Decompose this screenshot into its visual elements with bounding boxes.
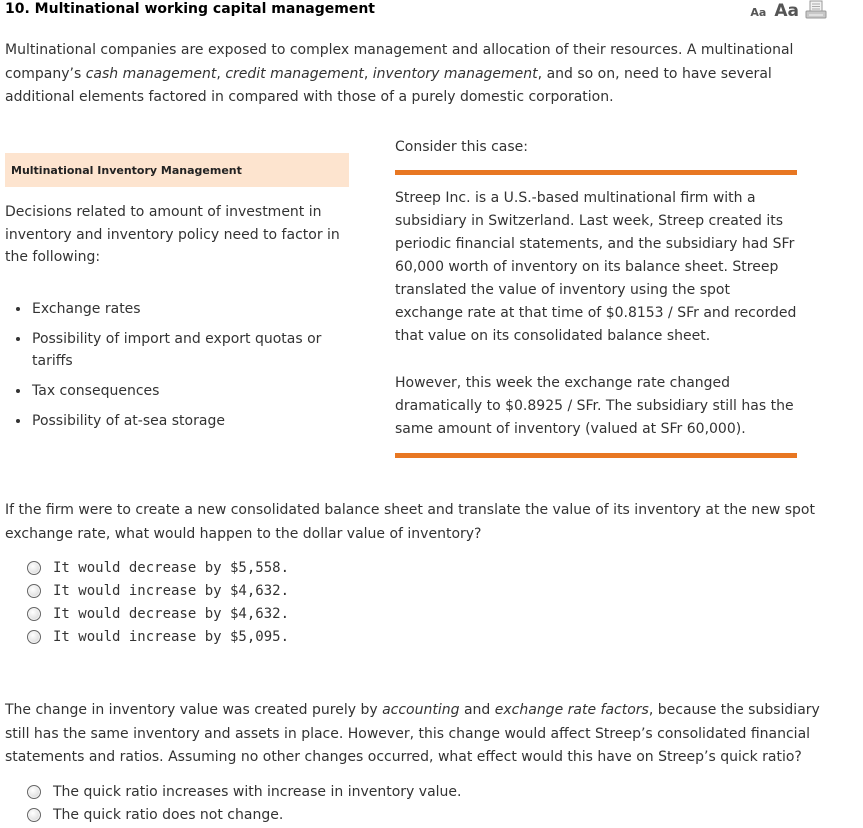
font-size-small-button[interactable]: Aa bbox=[750, 6, 767, 19]
answer-option[interactable]: It would decrease by $5,558. bbox=[27, 556, 289, 579]
question-title: 10. Multinational working capital management bbox=[5, 1, 375, 17]
answer-option[interactable]: The quick ratio increases with increase in inventory value. bbox=[27, 780, 461, 803]
question-2-options bbox=[27, 780, 461, 826]
list-item: Tax consequences bbox=[5, 380, 345, 402]
answer-option[interactable]: The quick ratio does not change. bbox=[27, 803, 461, 826]
case-heading: Consider this case: bbox=[395, 139, 528, 155]
case-paragraph: However, this week the exchange rate changed dramatically to $0.8925 / SFr. The subsidiary still has the same amount of inventory (valued at SFr 60,000). bbox=[395, 375, 794, 437]
list-item: Possibility of import and export quotas or tariffs bbox=[5, 328, 345, 372]
toolbar bbox=[750, 0, 799, 22]
answer-option[interactable]: It would increase by $5,095. bbox=[27, 625, 289, 648]
intro-paragraph: Multinational companies are exposed to complex management and allocation of their resources. A multinational company’s cash management, credit management, inventory management, and so on, need to have several additional elements factored in compared with those of a purely domestic corporation. bbox=[5, 42, 794, 105]
question-2-text: The change in inventory value was created purely by accounting and exchange rate factors, because the subsidiary still has the same inventory and assets in place. However, this change would affect Streep’s consolidated financial statements and ratios. Assuming no other changes occurred, what effect would this have on Streep’s quick ratio? bbox=[5, 702, 820, 765]
inventory-management-panel bbox=[5, 153, 349, 187]
radio-button[interactable] bbox=[27, 607, 41, 621]
radio-button[interactable] bbox=[27, 630, 41, 644]
printer-icon[interactable] bbox=[805, 0, 827, 24]
radio-button[interactable] bbox=[27, 561, 41, 575]
case-top-divider bbox=[395, 170, 797, 175]
case-paragraph: Streep Inc. is a U.S.-based multinational firm with a subsidiary in Switzerland. Last week, Streep created its periodic financial statements, and the subsidiary had SFr 60,000 worth of inventory on its balance sheet. Streep translated the value of inventory using the spot exchange rate at that time of $0.8153 / SFr and recorded that value on its consolidated balance sheet. bbox=[395, 190, 797, 344]
list-item: Exchange rates bbox=[5, 298, 345, 320]
radio-button[interactable] bbox=[27, 808, 41, 822]
font-size-large-button[interactable]: Aa bbox=[774, 1, 799, 21]
list-item: Possibility of at-sea storage bbox=[5, 410, 345, 432]
question-1-text: If the firm were to create a new consolidated balance sheet and translate the value of its inventory at the new spot exchange rate, what would happen to the dollar value of inventory? bbox=[5, 502, 815, 542]
section-description: Decisions related to amount of investment in inventory and inventory policy need to factor in the following: bbox=[5, 204, 340, 265]
answer-option[interactable]: It would increase by $4,632. bbox=[27, 579, 289, 602]
answer-option[interactable]: It would decrease by $4,632. bbox=[27, 602, 289, 625]
question-1-options bbox=[27, 556, 289, 648]
section-header: Multinational Inventory Management bbox=[5, 153, 349, 187]
factor-list bbox=[5, 298, 345, 440]
radio-button[interactable] bbox=[27, 785, 41, 799]
case-bottom-divider bbox=[395, 453, 797, 458]
radio-button[interactable] bbox=[27, 584, 41, 598]
